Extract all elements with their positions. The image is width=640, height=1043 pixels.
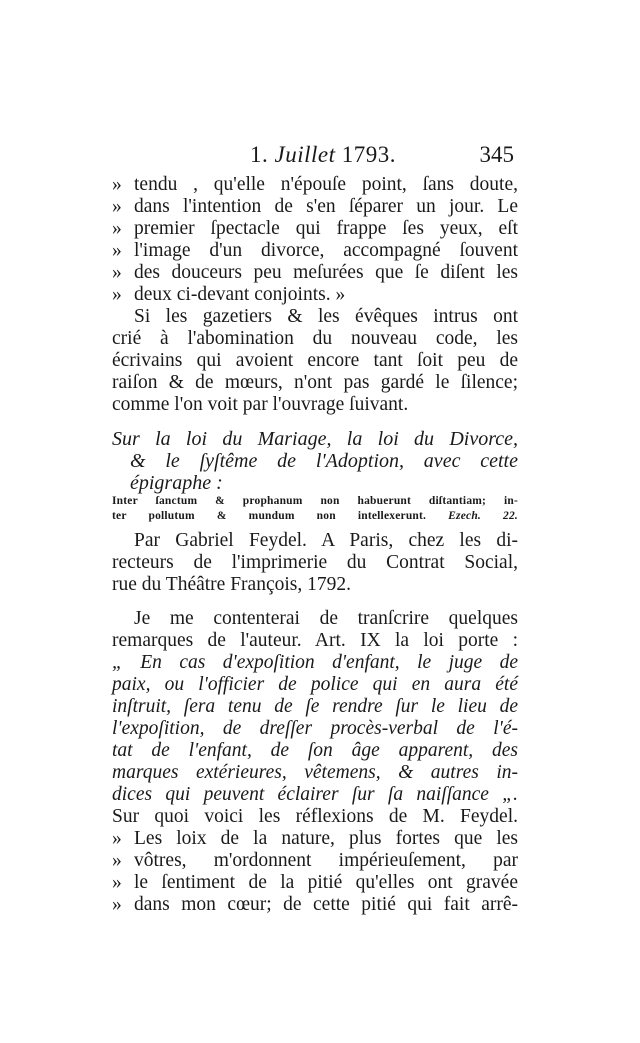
text-line: » l'image d'un divorce, accompagné ſouvent xyxy=(112,240,518,261)
epigraph-reference: Ezech. 22. xyxy=(426,510,519,522)
text-line: » Les loix de la nature, plus fortes que les xyxy=(112,828,518,849)
title-line: & le ſyſtême de l'Adoption, avec cette xyxy=(130,450,518,472)
text-line: crié à l'abomination du nouveau code, les xyxy=(112,328,518,349)
running-head xyxy=(250,142,396,168)
running-head-month: Juillet xyxy=(274,142,336,167)
quoted-law-line: l'expoſition, de dreſſer procès-verbal de l'é- xyxy=(112,718,518,739)
text-line: » des douceurs peu meſurées que ſe diſent les xyxy=(112,262,518,283)
quoted-law-line: „ En cas d'expoſition d'enfant, le juge de xyxy=(112,652,518,673)
paragraph-loix-nature xyxy=(112,828,518,916)
paragraph-gazetiers xyxy=(112,306,518,416)
title-line: épigraphe : xyxy=(130,472,223,494)
text-line: Je me contenterai de tranſcrire quelques xyxy=(134,608,518,629)
text-line: Par Gabriel Feydel. A Paris, chez les di- xyxy=(134,530,518,551)
epigraph-line: Inter ſanctum & prophanum non habuerunt diſtantiam; in- xyxy=(112,495,518,507)
page-header xyxy=(120,142,520,172)
quoted-law-line: inſtruit, ſera tenu de ſe rendre ſur le lieu de xyxy=(112,696,518,717)
epigraph xyxy=(112,494,518,524)
running-head-year: 1793. xyxy=(335,142,396,167)
text-line: rue du Théâtre François, 1792. xyxy=(112,574,351,595)
epigraph-line: ter pollutum & mundum non intellexerunt. Ezech. 22. xyxy=(112,510,519,522)
text-line: » premier ſpectacle qui frappe ſes yeux, eſt xyxy=(112,218,518,239)
text-line: » deux ci-devant conjoints. » xyxy=(112,284,346,305)
text-line: » tendu , qu'elle n'épouſe point, ſans doute, xyxy=(112,174,518,195)
text-line: recteurs de l'imprimerie du Contrat Social, xyxy=(112,552,518,573)
paragraph-quoted-continuation xyxy=(112,174,518,306)
text-line: » vôtres, m'ordonnent impérieuſement, par xyxy=(112,850,518,871)
text-line: » le ſentiment de la pitié qu'elles ont gravée xyxy=(112,872,518,893)
title-line: Sur la loi du Mariage, la loi du Divorce, xyxy=(112,428,518,450)
page-number: 345 xyxy=(479,142,514,167)
text-line: remarques de l'auteur. Art. IX la loi porte : xyxy=(112,630,518,651)
running-head-day: 1. xyxy=(250,142,275,167)
text-line: comme l'on voit par l'ouvrage ſuivant. xyxy=(112,394,409,415)
quoted-law-line: marques extérieures, vêtemens, & autres in- xyxy=(112,762,518,783)
text-line: » dans l'intention de s'en ſéparer un jour. Le xyxy=(112,196,518,217)
quoted-law-line: tat de l'enfant, de ſon âge apparent, des xyxy=(112,740,518,761)
text-column xyxy=(112,174,518,916)
text-line: Si les gazetiers & les évêques intrus ont xyxy=(134,306,518,327)
quoted-law-line: dices qui peuvent éclairer ſur ſa naiſſance „. xyxy=(112,784,518,805)
quoted-law-line: paix, ou l'officier de police qui en aura été xyxy=(112,674,518,695)
text-line: raiſon & de mœurs, n'ont pas gardé le ſilence; xyxy=(112,372,518,393)
work-title xyxy=(112,428,518,494)
paragraph-remarques xyxy=(112,608,518,828)
imprint xyxy=(112,530,518,596)
text-line: écrivains qui avoient encore tant ſoit peu de xyxy=(112,350,518,371)
text-line: Sur quoi voici les réflexions de M. Feydel. xyxy=(112,806,518,827)
text-line: » dans mon cœur; de cette pitié qui fait arrê- xyxy=(112,894,518,915)
